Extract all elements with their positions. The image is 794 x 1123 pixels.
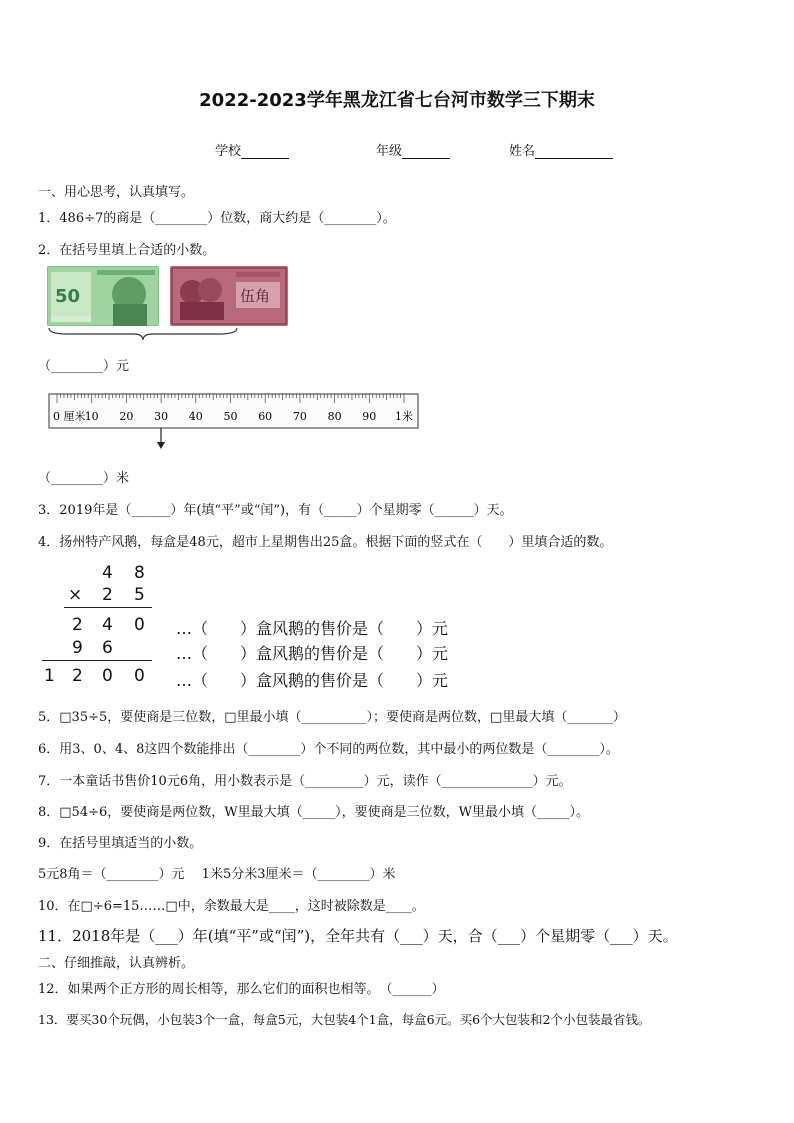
digit: 2 — [72, 666, 83, 686]
question-7: 7．一本童话书售价10元6角，用小数表示是（_________）元，读作（______________）元。 — [38, 774, 572, 789]
question-13: 13．要买30个玩偶，小包装3个一盒，每盒5元，大包装4个1盒，每盒6元。买6个大包装和2个小包装最省钱。 — [38, 1012, 651, 1027]
question-3: 3．2019年是（______）年(填“平”或“闰”)，有（_____）个星期零（______）天。 — [38, 503, 513, 518]
banknote-50-image — [47, 266, 159, 326]
school-field — [215, 140, 289, 159]
brace-icon — [47, 326, 239, 342]
digit: 4 — [102, 563, 113, 583]
grade-label: 年级 — [376, 144, 403, 159]
ruler-label: 70 — [292, 410, 307, 423]
grade-blank[interactable] — [402, 144, 450, 159]
digit: 0 — [134, 666, 145, 686]
question-4: 4．扬州特产风鹅，每盒是48元，超市上星期售出25盒。根据下面的竖式在（ ）里填合适的数。 — [38, 535, 613, 550]
divider-line — [42, 660, 152, 661]
step-remark-3: …（ ）盒风鹅的售价是（ ）元 — [176, 671, 449, 690]
question-6: 6．用3、0、4、8这四个数能排出（________）个不同的两位数，其中最小的两位数是（________）。 — [38, 742, 619, 757]
section-2-heading: 二、仔细推敲，认真辨析。 — [38, 956, 195, 971]
question-2: 2．在括号里填上合适的小数。 — [38, 243, 216, 258]
digit: 0 — [134, 615, 145, 635]
question-8: 8．□54÷6，要使商是两位数，W里最大填（_____），要使商是三位数，W里最小填（_____）。 — [38, 805, 589, 820]
step-remark-2: …（ ）盒风鹅的售价是（ ）元 — [176, 644, 449, 663]
page-title: 2022-2023学年黑龙江省七台河市数学三下期末 — [199, 90, 595, 111]
ruler-label: 40 — [188, 410, 203, 423]
question-1: 1．486÷7的商是（________）位数，商大约是（________）。 — [38, 211, 396, 226]
name-field — [509, 140, 613, 159]
question-11: 11．2018年是（___）年(填“平”或“闰”)，全年共有（___）天，合（___）个星期零（___）天。 — [38, 927, 678, 945]
ruler-label: 30 — [154, 410, 169, 423]
ruler-label: 10 — [84, 410, 99, 423]
ruler-label: 1米 — [395, 410, 413, 423]
vertical-multiplication — [40, 560, 480, 700]
question-9: 9．在括号里填适当的小数。 — [38, 836, 203, 851]
banknote-5jiao-image — [170, 266, 288, 326]
digit: 6 — [102, 638, 113, 658]
digit: 9 — [72, 638, 83, 658]
ruler-label: 60 — [258, 410, 273, 423]
svg-text:50: 50 — [55, 286, 81, 307]
digit: 8 — [134, 563, 145, 583]
digit: 2 — [72, 615, 83, 635]
ruler-image — [48, 393, 420, 453]
ruler-label: 80 — [327, 410, 342, 423]
section-1-heading: 一、用心思考，认真填写。 — [38, 185, 195, 200]
question-2-money-answer: （________）元 — [38, 359, 130, 374]
name-blank[interactable] — [535, 144, 613, 159]
question-2-ruler-answer: （________）米 — [38, 471, 130, 486]
ruler-label: 50 — [223, 410, 238, 423]
grade-field — [376, 140, 450, 159]
digit: 0 — [102, 666, 113, 686]
name-label: 姓名 — [509, 144, 536, 159]
question-5: 5．□35÷5，要使商是三位数，□里最小填（__________）；要使商是两位数，□里最大填（_______） — [38, 710, 626, 725]
ruler-label: 20 — [119, 410, 134, 423]
svg-text:伍角: 伍角 — [240, 287, 271, 305]
question-10: 10．在□÷6=15……□中，余数最大是____，这时被除数是____。 — [38, 899, 425, 914]
divider-line — [64, 607, 152, 608]
digit: 1 — [44, 666, 55, 686]
digit: 5 — [134, 585, 145, 605]
digit: 2 — [102, 585, 113, 605]
school-blank[interactable] — [241, 144, 289, 159]
question-12: 12．如果两个正方形的周长相等，那么它们的面积也相等。 （______） — [38, 982, 445, 997]
school-label: 学校 — [215, 144, 242, 159]
step-remark-1: …（ ）盒风鹅的售价是（ ）元 — [176, 619, 449, 638]
ruler-label: 0 厘米 — [53, 410, 86, 423]
digit: 4 — [102, 615, 113, 635]
times-sign: × — [68, 585, 83, 605]
question-9-items: 5元8角＝（________）元 1米5分米3厘米＝（________）米 — [38, 867, 396, 882]
ruler-label: 90 — [362, 410, 377, 423]
